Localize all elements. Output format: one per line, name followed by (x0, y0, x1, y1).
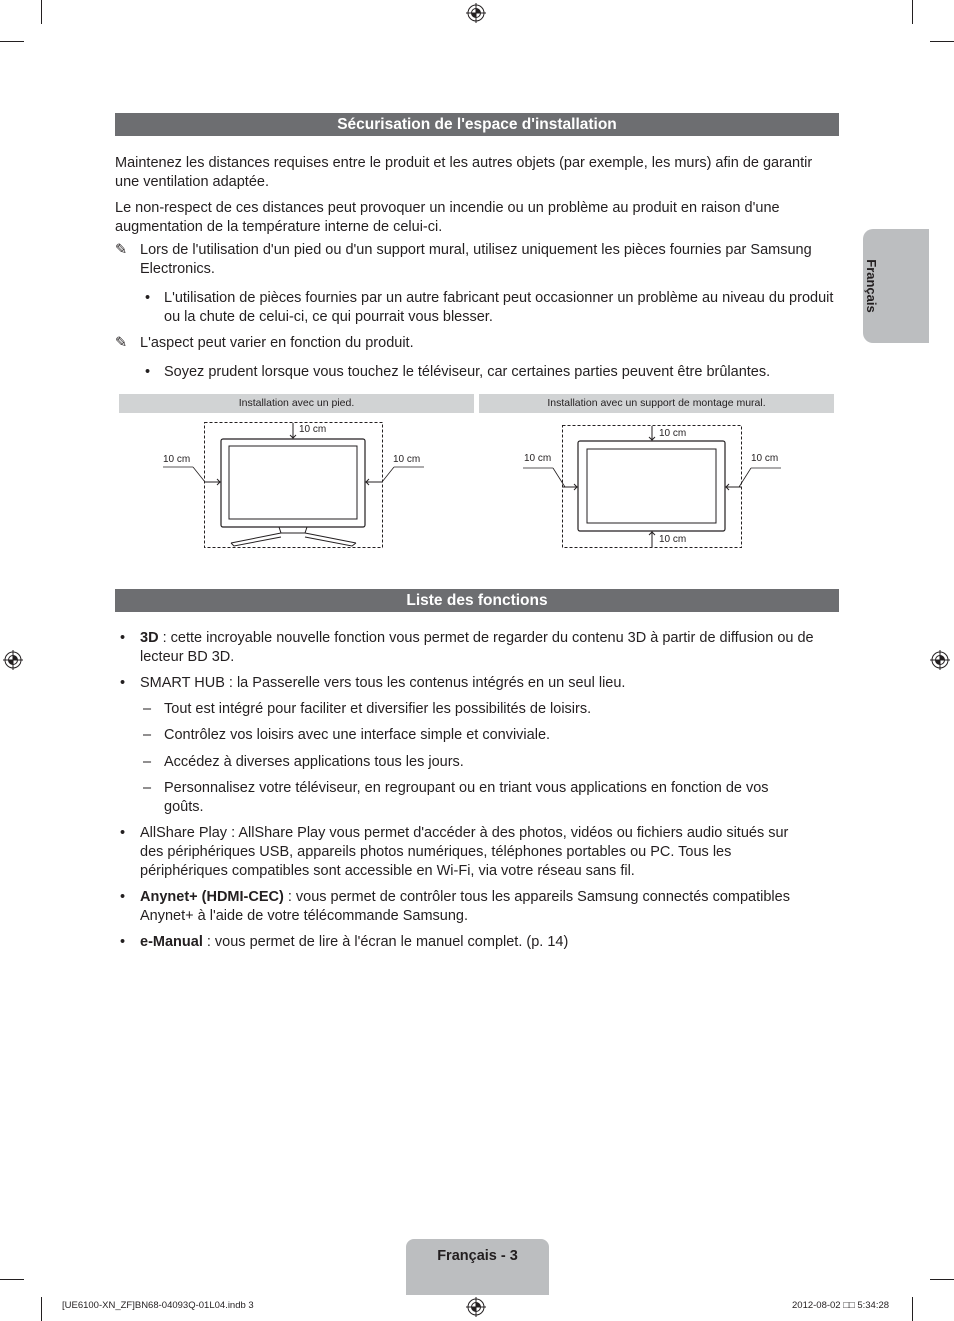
sub-item (143, 753, 839, 772)
distance-label-left: 10 cm (163, 454, 191, 465)
feature-desc: : la Passerelle vers tous les contenus intégrés en un seul lieu. (224, 675, 626, 691)
dash-icon: – (143, 780, 152, 796)
feature-item-smart-hub (120, 674, 839, 693)
crop-mark (0, 41, 24, 42)
stand-installation-header: Installation avec un pied. (119, 394, 474, 413)
wall-installation-header: Installation avec un support de montage mural. (479, 394, 834, 413)
bullet-text: L'utilisation de pièces fournies par un autre fabricant peut occasionner un problème au niveau du produit ou la chute de celui-ci, ce qui pourrait vous blesser. (164, 290, 834, 325)
feature-desc: : vous permet de contrôler tous les appareils Samsung connectés compatibles Anynet+ à l'aide de votre télécommande Samsung. (140, 889, 790, 924)
note-text: L'aspect peut varier en fonction du produit. (140, 335, 414, 351)
feature-term: e-Manual (140, 934, 203, 950)
distance-label-right: 10 cm (751, 453, 779, 464)
crop-mark (912, 0, 913, 24)
crop-mark (912, 1297, 913, 1321)
sub-item (143, 726, 839, 745)
feature-item-emanual (120, 933, 839, 952)
bullet-icon: • (145, 290, 151, 306)
sub-item-text: Tout est intégré pour faciliter et diversifier les possibilités de loisirs. (164, 701, 592, 717)
bullet-icon: • (120, 825, 126, 841)
crop-mark (930, 41, 954, 42)
bullet-icon: • (145, 364, 151, 380)
registration-mark-icon (930, 650, 950, 670)
feature-item-anynet (120, 888, 839, 926)
sub-item-text: Personnalisez votre téléviseur, en regroupant ou en triant vous applications en fonction de vos goûts. (164, 780, 769, 815)
sub-item (143, 779, 803, 817)
crop-mark (41, 0, 42, 24)
feature-desc: : vous permet de lire à l'écran le manuel complet. (p. 14) (202, 934, 569, 950)
registration-mark-icon (466, 1297, 486, 1317)
stand-installation-diagram (119, 415, 474, 555)
bullet-icon: • (120, 889, 126, 905)
feature-desc: : cette incroyable nouvelle fonction vous permet de regarder du contenu 3D à partir de diffusion ou de lecteur BD 3D. (140, 630, 814, 665)
crop-mark (41, 1297, 42, 1321)
bullet-text: Soyez prudent lorsque vous touchez le téléviseur, car certaines parties peuvent être brûlantes. (164, 364, 771, 380)
feature-desc: : AllShare Play vous permet d'accéder à des photos, vidéos ou fichiers audio situés sur des périphériques USB, appareils photos numériques, téléphones portables ou PC. Tous les périphériques compatibles sont accessible en Wi-Fi, via votre réseau sans fil. (140, 825, 789, 879)
registration-mark-icon (466, 3, 486, 23)
note-stand-parts (115, 241, 839, 279)
distance-label-right: 10 cm (393, 454, 421, 465)
dash-icon: – (143, 754, 152, 770)
note-appearance (115, 334, 839, 353)
feature-term: Anynet+ (HDMI-CEC) (140, 889, 284, 905)
crop-mark (930, 1279, 954, 1280)
sub-item-text: Accédez à diverses applications tous les jours. (164, 754, 464, 770)
feature-term: 3D (140, 630, 159, 646)
paragraph-risk: Le non-respect de ces distances peut provoquer un incendie ou un problème au produit en raison d'une augmentation de la température interne de celui-ci. (115, 200, 780, 235)
sub-item-text: Contrôlez vos loisirs avec une interface simple et conviviale. (164, 727, 551, 743)
feature-term: AllShare Play (140, 825, 228, 841)
dash-icon: – (143, 727, 152, 743)
feature-item-allshare (120, 824, 810, 881)
crop-mark (0, 1279, 24, 1280)
section-title-installation-space: Sécurisation de l'espace d'installation (115, 113, 839, 136)
paragraph-distances: Maintenez les distances requises entre le produit et les autres objets (par exemple, les murs) afin de garantir une ventilation adaptée. (115, 155, 813, 190)
timestamp: 2012-08-02 □□ 5:34:28 (792, 1300, 890, 1311)
wall-installation-diagram (479, 415, 834, 555)
bullet-icon: • (120, 630, 126, 646)
distance-label-bottom: 10 cm (659, 534, 687, 545)
note-text: Lors de l'utilisation d'un pied ou d'un support mural, utilisez uniquement les pièces fournies par Samsung Electronics. (140, 242, 812, 277)
feature-term: SMART HUB (140, 675, 225, 691)
registration-mark-icon (3, 650, 23, 670)
section-title-features: Liste des fonctions (115, 589, 839, 612)
bullet-hot-parts (145, 363, 839, 382)
bullet-icon: • (120, 934, 126, 950)
file-info: [UE6100-XN_ZF]BN68-04093Q-01L04.indb 3 (62, 1300, 254, 1311)
bullet-icon: • (120, 675, 126, 691)
language-side-tab (863, 229, 929, 343)
distance-label-top: 10 cm (659, 428, 687, 439)
sub-item (143, 700, 839, 719)
dash-icon: – (143, 701, 152, 717)
feature-item-3d (120, 629, 839, 667)
distance-label-left: 10 cm (524, 453, 552, 464)
pencil-note-icon: ✎ (115, 242, 128, 258)
page-number-tab: Français - 3 (406, 1239, 549, 1295)
distance-label-top: 10 cm (299, 424, 327, 435)
bullet-other-manufacturer (145, 289, 839, 327)
language-side-tab-label: Français (864, 259, 879, 313)
pencil-note-icon: ✎ (115, 335, 128, 351)
